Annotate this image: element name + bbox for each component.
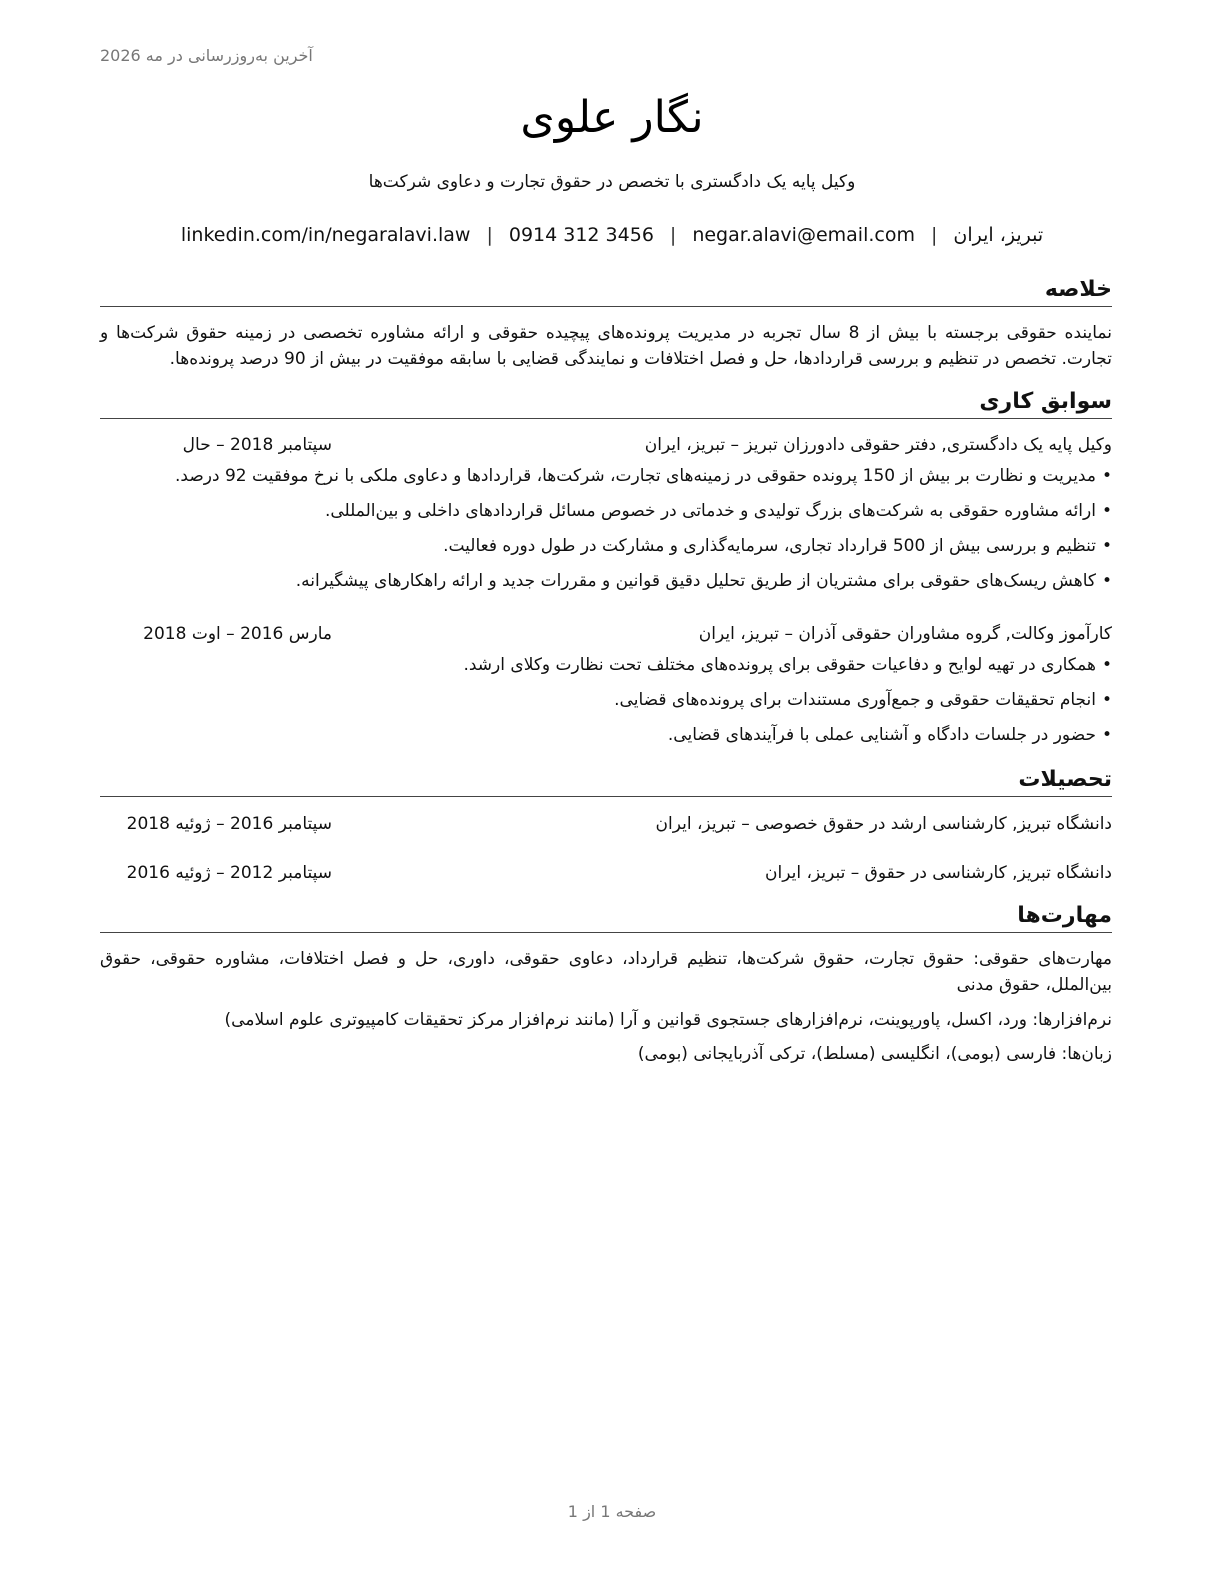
job-bullet: [100, 463, 1112, 489]
location-text: تبریز، ایران: [953, 224, 1044, 246]
education-dates: سپتامبر 2016 – ژوئیه 2018: [126, 814, 332, 834]
bullet-text: حضور در جلسات دادگاه و آشنایی عملی با فرآیندهای قضایی.: [667, 725, 1096, 745]
degree-institution: دانشگاه تبریز, کارشناسی در حقوق – تبریز، ایران: [765, 863, 1112, 883]
degree-institution: دانشگاه تبریز, کارشناسی ارشد در حقوق خصوصی – تبریز، ایران: [655, 814, 1112, 834]
education-entry: [100, 811, 1112, 837]
summary-heading: خلاصه: [100, 276, 1112, 307]
linkedin-link[interactable]: linkedin.com/in/negaralavi.law: [180, 224, 471, 246]
bullet-text: انجام تحقیقات حقوقی و جمع‌آوری مستندات برای پرونده‌های قضایی.: [614, 690, 1096, 710]
email-link[interactable]: negar.alavi@email.com: [692, 224, 915, 246]
education-dates: سپتامبر 2012 – ژوئیه 2016: [126, 863, 332, 883]
skills-line-software: نرم‌افزارها: ورد، اکسل، پاورپوینت، نرم‌افزارهای جستجوی قوانین و آرا (مانند نرم‌افزار مرکز تحقیقات کامپیوتری علوم اسلامی): [224, 1010, 1112, 1030]
job-title-company: کارآموز وکالت, گروه مشاوران حقوقی آذران – تبریز، ایران: [698, 624, 1112, 644]
skills-line-legal: مهارت‌های حقوقی: حقوق تجارت، حقوق شرکت‌ها، تنظیم قرارداد، دعاوی حقوقی، داوری، حل و فصل اختلافات، مشاوره حقوقی، حقوق بین‌الملل، حقوق مدنی: [100, 949, 1112, 995]
education-entry: [100, 860, 1112, 886]
job-bullet: [100, 568, 1112, 594]
skills-line-languages: زبان‌ها: فارسی (بومی)، انگلیسی (مسلط)، ترکی آذربایجانی (بومی): [637, 1044, 1112, 1064]
job-dates: سپتامبر 2018 – حال: [182, 435, 332, 455]
contact-separator: |: [669, 224, 677, 246]
job-bullet: [100, 687, 1112, 713]
job-bullet: [100, 498, 1112, 524]
bullet-text: تنظیم و بررسی بیش از 500 قرارداد تجاری، سرمایه‌گذاری و مشارکت در طول دوره فعالیت.: [443, 536, 1096, 556]
contact-separator: |: [930, 224, 938, 246]
bullet-marker: •: [1101, 571, 1112, 591]
education-heading: تحصیلات: [100, 766, 1112, 797]
bullet-marker: •: [1101, 690, 1112, 710]
job-bullet: [100, 722, 1112, 748]
bullet-marker: •: [1101, 536, 1112, 556]
bullet-text: کاهش ریسک‌های حقوقی برای مشتریان از طریق تحلیل دقیق قوانین و مقررات جدید و ارائه راهکارهای پیشگیرانه.: [295, 571, 1096, 591]
summary-text: نماینده حقوقی برجسته با بیش از 8 سال تجربه در مدیریت پرونده‌های پیچیده حقوقی و ارائه مشاوره تخصصی در زمینه حقوق شرکت‌ها و تجارت. تخصص در تنظیم و بررسی قراردادها، حل و فصل اختلافات و نمایندگی قضایی با سابقه موفقیت در بیش از 90 درصد پرونده‌ها.: [100, 323, 1112, 369]
job-entry-header: [100, 621, 1112, 647]
contact-separator: |: [486, 224, 493, 246]
last-updated-note: آخرین به‌روزرسانی در مه 2026: [100, 46, 313, 65]
skills-heading: مهارت‌ها: [100, 902, 1112, 933]
job-bullet: [100, 533, 1112, 559]
bullet-marker: •: [1101, 501, 1112, 521]
job-bullet: [100, 652, 1112, 678]
phone-number: 0914 312 3456: [508, 224, 654, 246]
contact-line: [0, 224, 1224, 246]
professional-headline: وکیل پایه یک دادگستری با تخصص در حقوق تجارت و دعاوی شرکت‌ها: [368, 172, 856, 192]
page-number: صفحه 1 از 1: [567, 1502, 657, 1521]
bullet-marker: •: [1101, 655, 1112, 675]
bullet-marker: •: [1101, 466, 1112, 486]
job-title-company: وکیل پایه یک دادگستری, دفتر حقوقی دادورزان تبریز – تبریز، ایران: [644, 435, 1112, 455]
bullet-text: مدیریت و نظارت بر بیش از 150 پرونده حقوقی در زمینه‌های تجارت، شرکت‌ها، قراردادها و دعاوی ملکی با نرخ موفقیت 92 درصد.: [175, 466, 1096, 486]
experience-heading: سوابق کاری: [100, 388, 1112, 419]
person-name: نگار علوی: [520, 92, 704, 143]
bullet-text: ارائه مشاوره حقوقی به شرکت‌های بزرگ تولیدی و خدماتی در خصوص مسائل قراردادهای داخلی و بین‌المللی.: [324, 501, 1096, 521]
job-entry-header: [100, 432, 1112, 458]
bullet-marker: •: [1101, 725, 1112, 745]
job-dates: مارس 2016 – اوت 2018: [143, 624, 332, 644]
bullet-text: همکاری در تهیه لوایح و دفاعیات حقوقی برای پرونده‌های مختلف تحت نظارت وکلای ارشد.: [463, 655, 1096, 675]
